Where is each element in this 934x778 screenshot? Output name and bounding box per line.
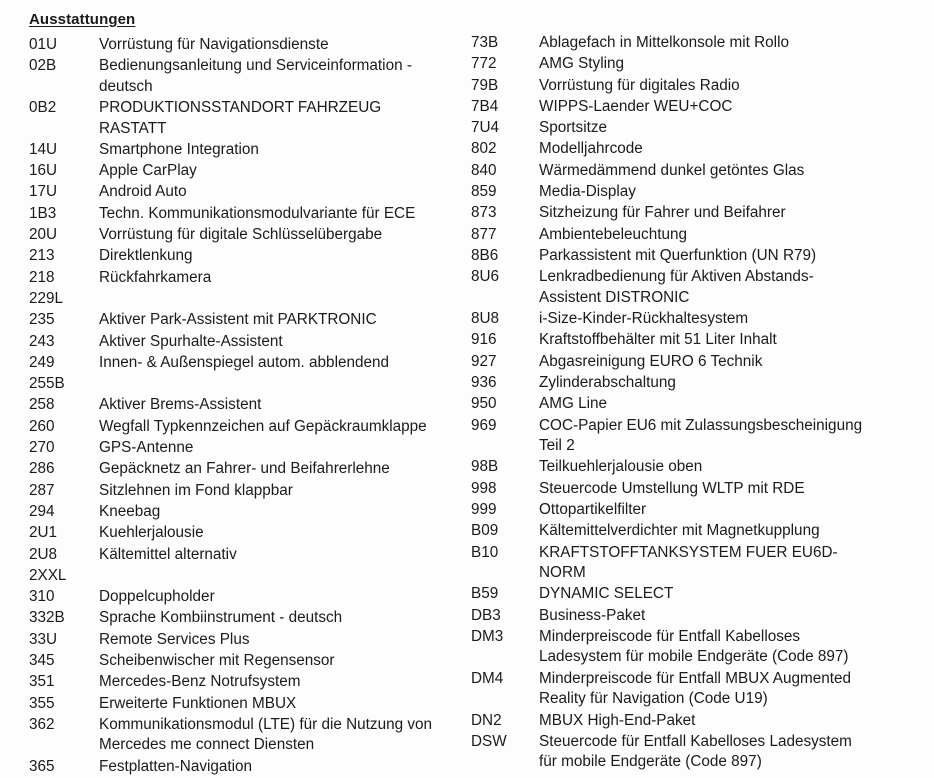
equipment-code: 16U	[29, 162, 58, 180]
equipment-code: 235	[29, 311, 55, 329]
equipment-description: Kuehlerjalousie	[99, 524, 204, 542]
equipment-code: 2XXL	[29, 566, 67, 584]
equipment-code: 20U	[29, 226, 58, 244]
equipment-row	[471, 97, 931, 118]
equipment-description: Festplatten-Navigation	[99, 757, 253, 775]
equipment-code: 33U	[29, 630, 58, 648]
equipment-row	[29, 182, 449, 203]
equipment-row	[471, 606, 931, 627]
equipment-description: Android Auto	[99, 183, 187, 201]
equipment-row	[471, 373, 931, 394]
equipment-code: 229L	[29, 289, 64, 307]
equipment-row	[29, 672, 449, 693]
equipment-code: 02B	[29, 57, 57, 75]
equipment-description: Minderpreiscode für Entfall MBUX Augmented Reality für Navigation (Code U19)	[539, 669, 852, 708]
equipment-code: 772	[471, 55, 497, 73]
equipment-description: Teilkuehlerjalousie oben	[539, 458, 703, 476]
equipment-row	[471, 309, 931, 330]
equipment-description: Kältemittel alternativ	[99, 545, 237, 563]
equipment-code: 998	[471, 479, 497, 497]
equipment-row	[471, 521, 931, 542]
equipment-description: DYNAMIC SELECT	[539, 585, 674, 603]
equipment-code: 294	[29, 502, 55, 520]
equipment-row	[471, 225, 931, 246]
equipment-column-right	[471, 33, 931, 774]
equipment-description: Rückfahrkamera	[99, 268, 212, 286]
equipment-code: 927	[471, 352, 497, 370]
equipment-row	[471, 33, 931, 54]
equipment-description: Remote Services Plus	[99, 630, 250, 648]
equipment-description: Aktiver Spurhalte-Assistent	[99, 332, 283, 350]
equipment-description: Aktiver Brems-Assistent	[99, 396, 262, 414]
equipment-description: Wärmedämmend dunkel getöntes Glas	[539, 161, 805, 179]
equipment-row	[471, 330, 931, 351]
equipment-description: Minderpreiscode für Entfall Kabelloses Ladesystem für mobile Endgeräte (Code 897)	[539, 627, 849, 666]
equipment-row	[471, 76, 931, 97]
equipment-code: 213	[29, 247, 55, 265]
equipment-code: 950	[471, 395, 497, 413]
equipment-row	[29, 289, 449, 310]
equipment-code: 840	[471, 161, 497, 179]
equipment-code: 1B3	[29, 204, 57, 222]
equipment-row	[29, 417, 449, 438]
equipment-code: B09	[471, 522, 499, 540]
equipment-code: 0B2	[29, 99, 57, 117]
equipment-row	[471, 669, 931, 710]
equipment-code: DB3	[471, 606, 501, 624]
equipment-description: Modelljahrcode	[539, 140, 643, 158]
equipment-row	[471, 543, 931, 584]
equipment-description: AMG Line	[539, 395, 608, 413]
equipment-row	[29, 566, 449, 587]
equipment-description: Vorrüstung für digitales Radio	[539, 76, 740, 94]
equipment-row	[29, 651, 449, 672]
equipment-row	[29, 268, 449, 289]
equipment-description: Lenkradbedienung für Aktiven Abstands-Assistent DISTRONIC	[539, 268, 814, 306]
equipment-row	[29, 502, 449, 523]
equipment-code: 355	[29, 694, 55, 712]
equipment-code: 01U	[29, 36, 58, 53]
equipment-description: Techn. Kommunikationsmodulvariante für ECE	[99, 204, 416, 222]
equipment-description: Scheibenwischer mit Regensensor	[99, 652, 335, 670]
equipment-code: 802	[471, 140, 497, 158]
equipment-description: Vorrüstung für Navigationsdienste	[99, 36, 329, 53]
equipment-row	[29, 481, 449, 502]
equipment-code: 916	[471, 331, 497, 349]
equipment-row	[29, 98, 449, 139]
equipment-description: Business-Paket	[539, 606, 646, 624]
equipment-row	[471, 500, 931, 521]
equipment-row	[29, 353, 449, 374]
equipment-code: 258	[29, 396, 55, 414]
equipment-row	[471, 161, 931, 182]
equipment-code: 332B	[29, 609, 65, 627]
equipment-description: KRAFTSTOFFTANKSYSTEM FUER EU6D-NORM	[539, 543, 838, 582]
equipment-code: 8B6	[471, 246, 499, 264]
equipment-row	[29, 395, 449, 416]
equipment-description: Sportsitze	[539, 119, 608, 137]
equipment-code: 345	[29, 652, 55, 670]
equipment-row	[471, 267, 931, 308]
equipment-description: Gepäcknetz an Fahrer- und Beifahrerlehne	[99, 460, 390, 478]
equipment-row	[471, 118, 931, 139]
equipment-description: Doppelcupholder	[99, 588, 215, 606]
equipment-description: Ablagefach in Mittelkonsole mit Rollo	[539, 34, 789, 51]
equipment-description: Aktiver Park-Assistent mit PARKTRONIC	[99, 311, 377, 329]
equipment-row	[471, 416, 931, 457]
equipment-description: Kneebag	[99, 502, 161, 520]
equipment-row	[471, 711, 931, 732]
equipment-description: Vorrüstung für digitale Schlüsselübergabe	[99, 226, 383, 244]
equipment-description: Kraftstoffbehälter mit 51 Liter Inhalt	[539, 331, 777, 349]
equipment-description: Kommunikationsmodul (LTE) für die Nutzung von Mercedes me connect Diensten	[99, 715, 432, 754]
equipment-code: DSW	[471, 732, 507, 750]
equipment-code: 270	[29, 439, 55, 457]
equipment-row	[29, 35, 449, 56]
equipment-code: 2U1	[29, 524, 58, 542]
equipment-code: 255B	[29, 375, 65, 393]
equipment-row	[29, 204, 449, 225]
equipment-description: AMG Styling	[539, 55, 625, 73]
equipment-description: Ottopartikelfilter	[539, 500, 647, 518]
equipment-description: Parkassistent mit Querfunktion (UN R79)	[539, 246, 817, 264]
equipment-row	[471, 182, 931, 203]
equipment-code: 287	[29, 481, 55, 499]
equipment-row	[29, 694, 449, 715]
equipment-row	[29, 374, 449, 395]
equipment-code: 286	[29, 460, 55, 478]
equipment-row	[471, 352, 931, 373]
equipment-code: B59	[471, 585, 499, 603]
equipment-description: COC-Papier EU6 mit Zulassungsbescheinigung Teil 2	[539, 416, 863, 455]
equipment-row	[29, 715, 449, 756]
equipment-code: 7U4	[471, 119, 500, 137]
equipment-row	[471, 54, 931, 75]
equipment-row	[29, 310, 449, 331]
equipment-row	[471, 457, 931, 478]
equipment-description: Abgasreinigung EURO 6 Technik	[539, 352, 763, 370]
equipment-code: 79B	[471, 76, 499, 94]
equipment-code: DM3	[471, 627, 504, 645]
equipment-description: i-Size-Kinder-Rückhaltesystem	[539, 310, 749, 328]
equipment-code: 218	[29, 268, 55, 286]
equipment-row	[29, 545, 449, 566]
equipment-row	[29, 630, 449, 651]
equipment-row	[471, 732, 931, 773]
equipment-code: 14U	[29, 140, 58, 158]
equipment-code: 999	[471, 500, 497, 518]
equipment-code: 2U8	[29, 545, 58, 563]
equipment-description: PRODUKTIONSSTANDORT FAHRZEUG RASTATT	[99, 99, 382, 137]
equipment-code: 969	[471, 416, 497, 434]
equipment-code: 877	[471, 225, 497, 243]
equipment-row	[29, 225, 449, 246]
equipment-description: WIPPS-Laender WEU+COC	[539, 97, 733, 115]
equipment-code: 351	[29, 673, 55, 691]
equipment-description: Wegfall Typkennzeichen auf Gepäckraumklappe	[99, 417, 427, 435]
equipment-code: 365	[29, 757, 55, 775]
equipment-description: Sitzheizung für Fahrer und Beifahrer	[539, 204, 786, 222]
equipment-row	[29, 459, 449, 480]
equipment-description: MBUX High-End-Paket	[539, 711, 696, 729]
equipment-code: 310	[29, 588, 55, 606]
equipment-row	[471, 203, 931, 224]
equipment-description: Steuercode Umstellung WLTP mit RDE	[539, 479, 805, 497]
equipment-row	[471, 394, 931, 415]
equipment-row	[471, 479, 931, 500]
equipment-code: 8U6	[471, 268, 500, 286]
equipment-code: 17U	[29, 183, 58, 201]
equipment-row	[29, 56, 449, 97]
equipment-code: 362	[29, 715, 55, 733]
equipment-code: 936	[471, 373, 497, 391]
equipment-description: Mercedes-Benz Notrufsystem	[99, 673, 301, 691]
equipment-description: Apple CarPlay	[99, 162, 197, 180]
equipment-description: GPS-Antenne	[99, 439, 194, 457]
page-title: Ausstattungen	[29, 11, 136, 28]
equipment-description: Innen- & Außenspiegel autom. abblendend	[99, 353, 390, 371]
equipment-row	[471, 139, 931, 160]
equipment-description: Kältemittelverdichter mit Magnetkupplung	[539, 522, 820, 540]
equipment-row	[29, 523, 449, 544]
equipment-description: Bedienungsanleitung und Serviceinformation - deutsch	[99, 57, 412, 95]
equipment-row	[29, 587, 449, 608]
equipment-row	[29, 332, 449, 353]
equipment-code: 243	[29, 332, 55, 350]
equipment-code: 260	[29, 417, 55, 435]
equipment-code: 7B4	[471, 97, 499, 115]
equipment-row	[29, 161, 449, 182]
equipment-code: 859	[471, 183, 497, 201]
equipment-row	[29, 608, 449, 629]
equipment-description: Media-Display	[539, 183, 636, 201]
equipment-description: Direktlenkung	[99, 247, 193, 265]
equipment-description: Sitzlehnen im Fond klappbar	[99, 481, 293, 499]
equipment-row	[471, 246, 931, 267]
equipment-description: Erweiterte Funktionen MBUX	[99, 694, 297, 712]
equipment-code: DM4	[471, 669, 504, 687]
equipment-code: 98B	[471, 458, 499, 476]
equipment-column-left	[29, 35, 449, 778]
equipment-row	[29, 757, 449, 778]
equipment-row	[471, 627, 931, 668]
equipment-description: Ambientebeleuchtung	[539, 225, 687, 243]
equipment-description: Smartphone Integration	[99, 140, 259, 158]
equipment-description: Zylinderabschaltung	[539, 373, 676, 391]
equipment-row	[29, 438, 449, 459]
equipment-code: 8U8	[471, 310, 500, 328]
equipment-code: DN2	[471, 711, 502, 729]
equipment-code: 873	[471, 204, 497, 222]
equipment-code: 73B	[471, 34, 499, 51]
equipment-row	[471, 584, 931, 605]
equipment-code: 249	[29, 353, 55, 371]
equipment-row	[29, 140, 449, 161]
equipment-description: Steuercode für Entfall Kabelloses Ladesystem für mobile Endgeräte (Code 897)	[539, 732, 852, 771]
equipment-description: Sprache Kombiinstrument - deutsch	[99, 609, 343, 627]
equipment-row	[29, 246, 449, 267]
equipment-code: B10	[471, 543, 499, 561]
